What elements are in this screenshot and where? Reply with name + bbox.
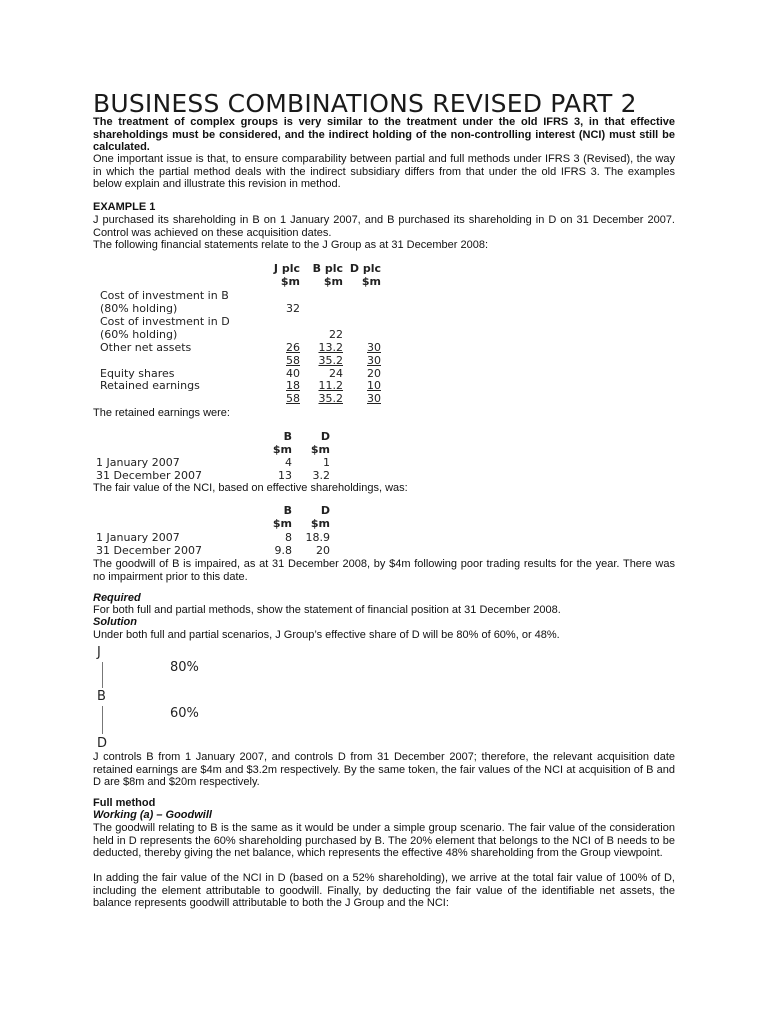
control-paragraph: J controls B from 1 January 2007, and controls D from 31 December 2007; therefore, the relevant acquisition date retained earnings are $4m and $3.2m respectively. By the same token, the fair values of the NCI at acquisition of B and D are $8m and $20m respectively. [93, 751, 675, 789]
cell-value: 11.2 [318, 379, 343, 392]
row-label: Cost of investment in D [100, 315, 230, 328]
nci-fair-value-table [96, 504, 346, 560]
row-label: (80% holding) [100, 302, 178, 315]
cell-value: 35.2 [318, 354, 343, 367]
row-label: 31 December 2007 [96, 544, 203, 557]
col-unit-d: $m [310, 443, 330, 456]
cell-value: 20 [367, 367, 381, 380]
solution-paragraph: Under both full and partial scenarios, J Group’s effective share of D will be 80% of 60%, or 48%. [93, 629, 560, 641]
retained-earnings-table [96, 430, 346, 484]
required-heading: Required [93, 592, 141, 604]
col-unit-b: $m [323, 275, 343, 288]
node-b: B [97, 689, 106, 704]
cell-value: 35.2 [318, 392, 343, 405]
cell-value: 13.2 [318, 341, 343, 354]
col-unit-j: $m [280, 275, 300, 288]
cell-value: 30 [367, 354, 381, 367]
cell-value: 3.2 [312, 469, 330, 482]
page-title: BUSINESS COMBINATIONS REVISED PART 2 [93, 89, 637, 118]
required-paragraph: For both full and partial methods, show the statement of financial position at 31 December 2008. [93, 604, 561, 616]
goodwill-paragraph-2: In adding the fair value of the NCI in D (based on a 52% shareholding), we arrive at the total fair value of 100% of D, including the element attributable to goodwill. Finally, by deducting the fair value of the identifiable net assets, the balance represents goodwill attributable to both the J Group and the NCI: [93, 872, 675, 910]
cell-value: 30 [367, 341, 381, 354]
row-label: Cost of investment in B [100, 289, 229, 302]
intro-bold-paragraph: The treatment of complex groups is very similar to the treatment under the old IFRS 3, in that effective shareholdings must be considered, and the indirect holding of the non-controlling interest (NCI) must still be calculated. [93, 116, 675, 154]
goodwill-paragraph-1: The goodwill relating to B is the same as it would be under a simple group scenario. The fair value of the consideration held in D represents the 60% shareholding purchased by B. The 20% element that belongs to the NCI of B needs to be deducted, thereby giving the net balance, which represents the effective 48% shareholding from the Group viewpoint. [93, 822, 675, 860]
col-unit-d: $m [361, 275, 381, 288]
example-heading: EXAMPLE 1 [93, 201, 156, 213]
nci-intro: The fair value of the NCI, based on effective shareholdings, was: [93, 482, 408, 494]
cell-value: 20 [316, 544, 330, 557]
row-label: 1 January 2007 [96, 456, 180, 469]
intro-paragraph: One important issue is that, to ensure comparability between partial and full methods under IFRS 3 (Revised), the way in which the partial method deals with the indirect subsidiary differs from that under the old IFRS 3. The examples below explain and illustrate this revision in method. [93, 153, 675, 191]
col-header-d: D plc [349, 262, 381, 275]
row-label: (60% holding) [100, 328, 178, 341]
cell-value: 13 [278, 469, 292, 482]
col-header-b: B plc [312, 262, 343, 275]
cell-value: 26 [286, 341, 300, 354]
financial-statements-table [100, 262, 400, 412]
working-heading: Working (a) – Goodwill [93, 809, 212, 821]
cell-value: 4 [285, 456, 292, 469]
cell-value: 30 [367, 392, 381, 405]
col-header-d: D [320, 430, 330, 443]
cell-value: 9.8 [274, 544, 292, 557]
row-label: Equity shares [100, 367, 175, 380]
full-method-heading: Full method [93, 797, 156, 809]
connector-j-b [102, 662, 103, 688]
row-label: 1 January 2007 [96, 531, 180, 544]
col-unit-b: $m [272, 517, 292, 530]
row-label: Retained earnings [100, 379, 200, 392]
example-paragraph: J purchased its shareholding in B on 1 January 2007, and B purchased its shareholding in D on 31 December 2007. Control was achieved on these acquisition dates. [93, 214, 675, 239]
cell-value: 32 [286, 302, 300, 315]
percent-b-d: 60% [170, 706, 199, 721]
col-header-d: D [320, 504, 330, 517]
col-header-b: B [283, 430, 292, 443]
col-unit-d: $m [310, 517, 330, 530]
connector-b-d [102, 706, 103, 734]
cell-value: 10 [367, 379, 381, 392]
cell-value: 40 [286, 367, 300, 380]
impairment-paragraph: The goodwill of B is impaired, as at 31 December 2008, by $4m following poor trading results for the year. There was no impairment prior to this date. [93, 558, 675, 583]
group-structure-diagram [97, 645, 237, 750]
percent-j-b: 80% [170, 660, 199, 675]
cell-value: 18.9 [305, 531, 330, 544]
retained-earnings-intro: The retained earnings were: [93, 407, 230, 419]
node-d: D [97, 736, 108, 751]
col-unit-b: $m [272, 443, 292, 456]
cell-value: 18 [286, 379, 300, 392]
col-header-j: J plc [273, 262, 300, 275]
row-label: Other net assets [100, 341, 192, 354]
col-header-b: B [283, 504, 292, 517]
solution-heading: Solution [93, 616, 137, 628]
cell-value: 1 [323, 456, 330, 469]
row-label: 31 December 2007 [96, 469, 203, 482]
cell-value: 22 [329, 328, 343, 341]
node-j: J [97, 645, 101, 660]
fs-intro-paragraph: The following financial statements relate to the J Group as at 31 December 2008: [93, 239, 488, 251]
cell-value: 24 [329, 367, 343, 380]
cell-value: 58 [286, 354, 300, 367]
cell-value: 8 [285, 531, 292, 544]
cell-value: 58 [286, 392, 300, 405]
